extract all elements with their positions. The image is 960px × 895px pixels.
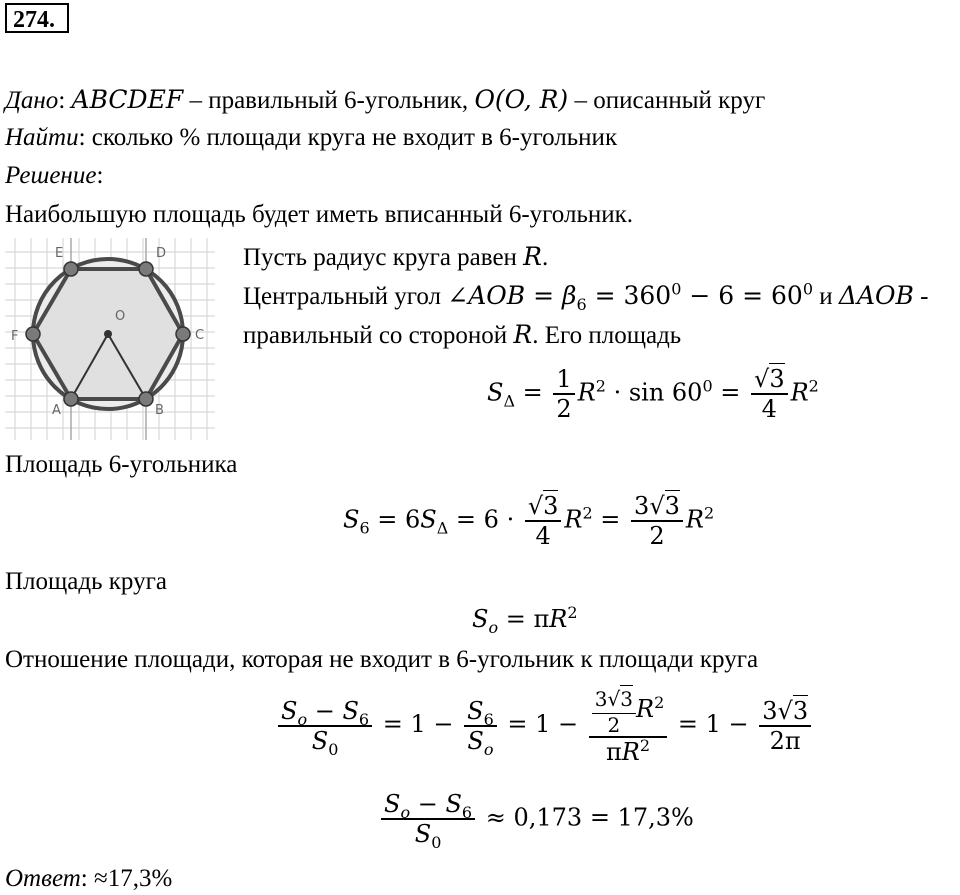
point-o	[104, 330, 112, 338]
point-c	[176, 327, 190, 341]
label-b: B	[155, 403, 164, 418]
label-o: O	[115, 309, 126, 324]
angle-and: и	[813, 283, 839, 310]
angle-calc2: − 6 = 60	[681, 281, 803, 310]
regular-text: правильный со стороной	[243, 322, 514, 349]
given-figure: ABCDEF	[71, 85, 184, 114]
angle-calc: = 360	[586, 281, 672, 310]
ratio-formula: $\frac{S_o - S_6}{S_0}$ = 1 − $\frac{S_6}{S_o}$ = 1 − $\frac{3√3}{2}$ $R^2$ $\pi R^2$ = 1 − $\frac{3√3}{2\pi}$	[275, 685, 814, 766]
given-text2: – описанный круг	[568, 87, 766, 114]
label-f: F	[11, 329, 19, 344]
find-line	[5, 123, 617, 153]
angle-text: Центральный угол	[243, 283, 448, 310]
angle-triangle: ΔAOB	[838, 281, 914, 310]
label-c: C	[195, 328, 205, 343]
point-f	[26, 327, 40, 341]
find-label: Найти	[5, 124, 79, 151]
radius-line: Пусть радиус круга равен R.	[243, 242, 549, 271]
answer-value: : ≈17,3%	[80, 865, 173, 892]
given-circle: O(O, R)	[474, 85, 569, 114]
answer-line	[5, 864, 172, 894]
ratio-label: Отношение площади, которая не входит в 6-угольник к площади круга	[5, 646, 759, 673]
point-a	[64, 392, 78, 406]
point-e	[64, 262, 78, 276]
point-b	[139, 392, 153, 406]
point-d	[139, 262, 153, 276]
radius-var: R	[523, 242, 542, 271]
angle-line: Центральный угол ∠AOB = $\beta_6 = 360^0 - 6 = 60^0$ и ΔAOB -	[243, 279, 929, 314]
problem-number: 274.	[5, 3, 69, 33]
regular-line	[243, 320, 681, 351]
label-d: D	[156, 246, 167, 261]
hexagon-area-formula: $S_6 = 6S_\Delta = 6$ · $\frac{√3}{4}$ $R^2$ = $\frac{3√3}{2}$ $R^2$	[343, 492, 715, 550]
find-text: : сколько % площади круга не входит в 6-угольник	[78, 124, 618, 151]
regular-var: R	[513, 320, 533, 349]
approx-formula: $\frac{S_o - S_6}{S_0}$ ≈ 0,173 = 17,3%	[378, 790, 694, 848]
given-text1: – правильный 6-угольник,	[183, 87, 475, 114]
intro-line: Наибольшую площадь будет иметь вписанный 6-угольник.	[5, 201, 634, 228]
angle-math: ∠AOB = β	[447, 281, 577, 310]
circle-area-formula: $S_o = \pi R^2$	[472, 603, 578, 637]
circle-area-label: Площадь круга	[5, 568, 167, 595]
given-line: Дано: ABCDEF – правильный 6-угольник, O(O, R) – описанный круг	[5, 85, 766, 114]
hexagon-area-label: Площадь 6-угольника	[5, 451, 238, 478]
answer-label: Ответ	[5, 865, 81, 892]
label-a: A	[52, 403, 61, 418]
hexagon-diagram	[5, 238, 215, 440]
approx-value: ≈ 0,173 = 17,3%	[478, 803, 694, 832]
angle-dash: -	[913, 283, 929, 310]
given-label: Дано	[5, 87, 59, 114]
label-e: E	[55, 246, 64, 261]
solution-label: Решение	[5, 162, 97, 189]
solution-line: Решение:	[5, 162, 104, 189]
triangle-area-formula: $S_\Delta$ = $\frac{1}{2}$ $R^2 \cdot \sin 60^0$ = $\frac{√3}{4}$ $R^2$	[487, 365, 819, 423]
regular-area: . Его площадь	[532, 322, 682, 349]
radius-text: Пусть радиус круга равен	[243, 244, 524, 271]
